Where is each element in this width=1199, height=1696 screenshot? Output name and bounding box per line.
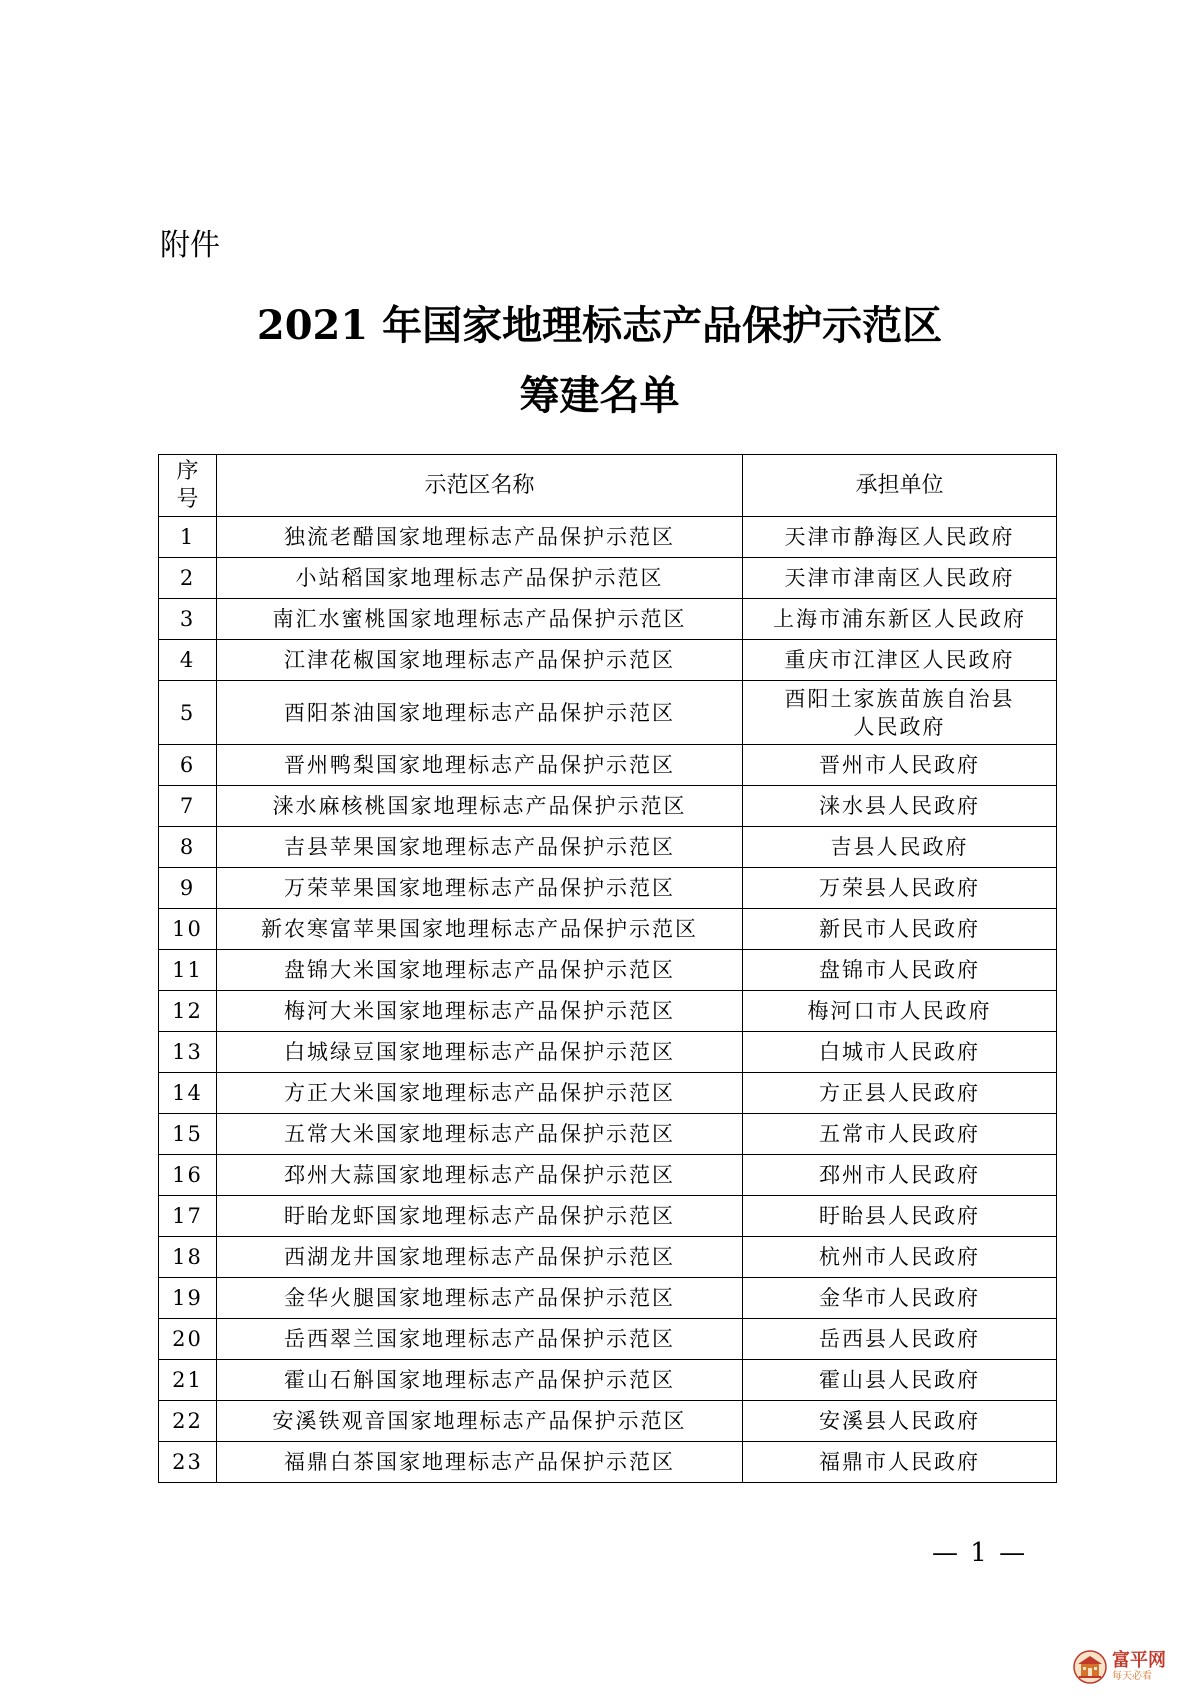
row-unit: 万荣县人民政府 <box>743 868 1057 909</box>
header-zone-name: 示范区名称 <box>217 455 743 517</box>
row-unit: 吉县人民政府 <box>743 827 1057 868</box>
row-unit-line-1: 酉阳土家族苗族自治县 <box>784 686 1015 711</box>
header-seq-line-2: 号 <box>176 486 199 512</box>
table-row <box>159 1401 1057 1442</box>
row-unit: 杭州市人民政府 <box>743 1237 1057 1278</box>
row-zone-name: 万荣苹果国家地理标志产品保护示范区 <box>217 868 743 909</box>
row-seq: 11 <box>159 950 217 991</box>
attachment-label: 附件 <box>160 228 220 263</box>
row-unit: 五常市人民政府 <box>743 1114 1057 1155</box>
table-row <box>159 827 1057 868</box>
row-seq: 16 <box>159 1155 217 1196</box>
row-unit: 新民市人民政府 <box>743 909 1057 950</box>
page-number: — 1 — <box>932 1538 1028 1568</box>
row-unit: 天津市津南区人民政府 <box>743 558 1057 599</box>
row-zone-name: 新农寒富苹果国家地理标志产品保护示范区 <box>217 909 743 950</box>
row-zone-name: 五常大米国家地理标志产品保护示范区 <box>217 1114 743 1155</box>
row-seq: 17 <box>159 1196 217 1237</box>
site-watermark <box>1072 1650 1166 1684</box>
row-zone-name: 白城绿豆国家地理标志产品保护示范区 <box>217 1032 743 1073</box>
table-row <box>159 558 1057 599</box>
building-logo-icon <box>1072 1650 1108 1684</box>
header-seq <box>159 455 217 517</box>
row-seq: 14 <box>159 1073 217 1114</box>
watermark-text <box>1112 1651 1166 1683</box>
row-unit: 重庆市江津区人民政府 <box>743 640 1057 681</box>
table-row <box>159 681 1057 745</box>
row-zone-name: 酉阳茶油国家地理标志产品保护示范区 <box>217 681 743 745</box>
row-seq: 15 <box>159 1114 217 1155</box>
row-seq: 22 <box>159 1401 217 1442</box>
row-seq: 4 <box>159 640 217 681</box>
watermark-brand: 富平网 <box>1112 1650 1166 1671</box>
row-zone-name: 西湖龙井国家地理标志产品保护示范区 <box>217 1237 743 1278</box>
row-unit: 盘锦市人民政府 <box>743 950 1057 991</box>
table-row <box>159 1155 1057 1196</box>
table-row <box>159 1114 1057 1155</box>
row-zone-name: 晋州鸭梨国家地理标志产品保护示范区 <box>217 745 743 786</box>
row-seq: 18 <box>159 1237 217 1278</box>
table-row <box>159 1032 1057 1073</box>
watermark-slogan: 每天必看 <box>1112 1671 1152 1682</box>
row-seq: 10 <box>159 909 217 950</box>
row-zone-name: 方正大米国家地理标志产品保护示范区 <box>217 1073 743 1114</box>
header-seq-line-1: 序 <box>176 458 199 484</box>
row-zone-name: 安溪铁观音国家地理标志产品保护示范区 <box>217 1401 743 1442</box>
row-zone-name: 梅河大米国家地理标志产品保护示范区 <box>217 991 743 1032</box>
table-row <box>159 909 1057 950</box>
row-seq: 8 <box>159 827 217 868</box>
table-row <box>159 745 1057 786</box>
row-seq: 9 <box>159 868 217 909</box>
table-row <box>159 1237 1057 1278</box>
table-row <box>159 1442 1057 1483</box>
row-unit: 霍山县人民政府 <box>743 1360 1057 1401</box>
table-row <box>159 517 1057 558</box>
table-row <box>159 1278 1057 1319</box>
row-seq: 3 <box>159 599 217 640</box>
table-row <box>159 1360 1057 1401</box>
row-zone-name: 独流老醋国家地理标志产品保护示范区 <box>217 517 743 558</box>
row-unit: 上海市浦东新区人民政府 <box>743 599 1057 640</box>
row-zone-name: 福鼎白茶国家地理标志产品保护示范区 <box>217 1442 743 1483</box>
table-row <box>159 599 1057 640</box>
row-unit: 盱眙县人民政府 <box>743 1196 1057 1237</box>
row-seq: 13 <box>159 1032 217 1073</box>
row-zone-name: 南汇水蜜桃国家地理标志产品保护示范区 <box>217 599 743 640</box>
table-row <box>159 950 1057 991</box>
table-row <box>159 640 1057 681</box>
row-seq: 2 <box>159 558 217 599</box>
table-row <box>159 1319 1057 1360</box>
row-unit: 福鼎市人民政府 <box>743 1442 1057 1483</box>
row-unit: 邳州市人民政府 <box>743 1155 1057 1196</box>
row-unit: 天津市静海区人民政府 <box>743 517 1057 558</box>
row-seq: 23 <box>159 1442 217 1483</box>
document-title-line-2: 筹建名单 <box>519 372 680 419</box>
row-seq: 5 <box>159 681 217 745</box>
row-unit: 涞水县人民政府 <box>743 786 1057 827</box>
row-zone-name: 岳西翠兰国家地理标志产品保护示范区 <box>217 1319 743 1360</box>
row-unit: 梅河口市人民政府 <box>743 991 1057 1032</box>
table-row <box>159 1196 1057 1237</box>
row-zone-name: 盱眙龙虾国家地理标志产品保护示范区 <box>217 1196 743 1237</box>
table-row <box>159 1073 1057 1114</box>
row-zone-name: 盘锦大米国家地理标志产品保护示范区 <box>217 950 743 991</box>
row-unit: 晋州市人民政府 <box>743 745 1057 786</box>
row-seq: 19 <box>159 1278 217 1319</box>
row-zone-name: 涞水麻核桃国家地理标志产品保护示范区 <box>217 786 743 827</box>
row-unit <box>743 681 1057 745</box>
row-seq: 6 <box>159 745 217 786</box>
row-seq: 12 <box>159 991 217 1032</box>
header-unit: 承担单位 <box>743 455 1057 517</box>
row-zone-name: 江津花椒国家地理标志产品保护示范区 <box>217 640 743 681</box>
row-zone-name: 小站稻国家地理标志产品保护示范区 <box>217 558 743 599</box>
row-seq: 1 <box>159 517 217 558</box>
row-unit: 白城市人民政府 <box>743 1032 1057 1073</box>
row-unit-line-2: 人民政府 <box>853 714 946 739</box>
row-zone-name: 邳州大蒜国家地理标志产品保护示范区 <box>217 1155 743 1196</box>
row-zone-name: 霍山石斛国家地理标志产品保护示范区 <box>217 1360 743 1401</box>
row-unit: 岳西县人民政府 <box>743 1319 1057 1360</box>
row-zone-name: 吉县苹果国家地理标志产品保护示范区 <box>217 827 743 868</box>
row-unit: 金华市人民政府 <box>743 1278 1057 1319</box>
document-title: 2021 年国家地理标志产品保护示范区 <box>256 302 943 349</box>
table-row <box>159 991 1057 1032</box>
row-zone-name: 金华火腿国家地理标志产品保护示范区 <box>217 1278 743 1319</box>
row-unit: 安溪县人民政府 <box>743 1401 1057 1442</box>
table-header-row <box>159 455 1057 517</box>
row-seq: 20 <box>159 1319 217 1360</box>
row-seq: 7 <box>159 786 217 827</box>
table-row <box>159 786 1057 827</box>
row-unit: 方正县人民政府 <box>743 1073 1057 1114</box>
table-row <box>159 868 1057 909</box>
demonstration-zone-table <box>158 454 1057 1483</box>
row-seq: 21 <box>159 1360 217 1401</box>
